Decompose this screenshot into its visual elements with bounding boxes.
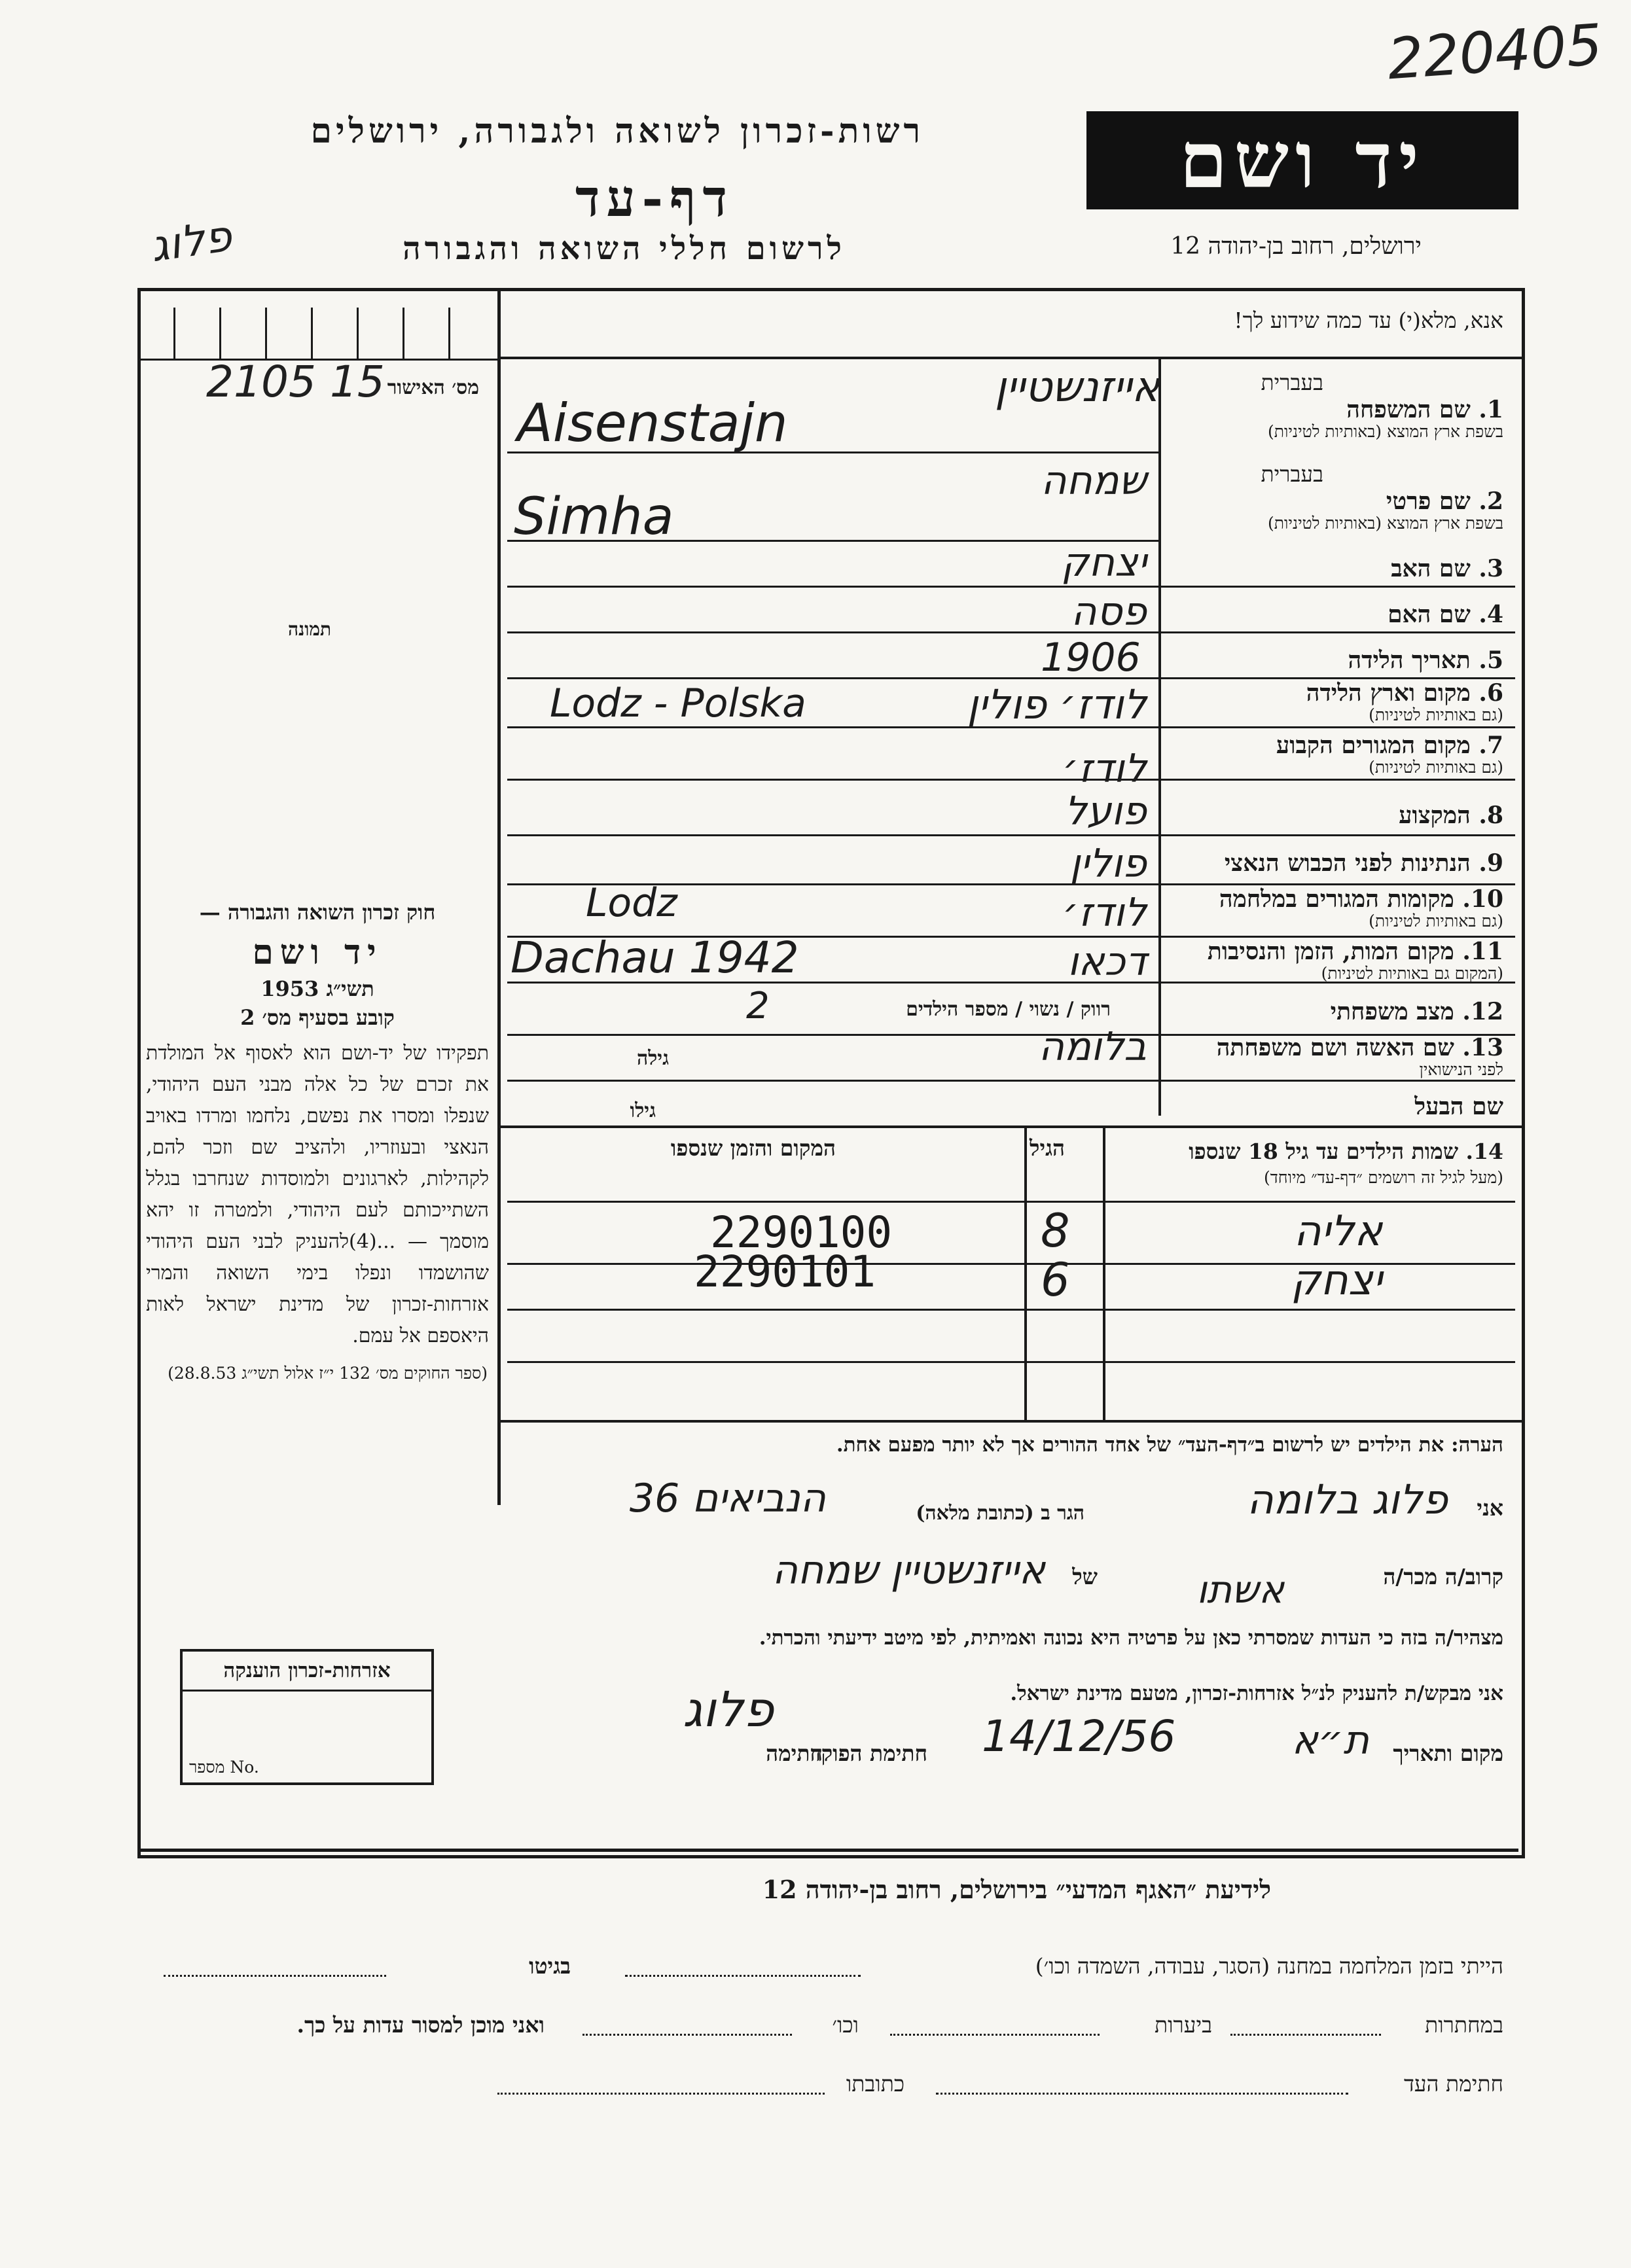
children-row-rule — [507, 1309, 1515, 1311]
children-age-header: הגיל — [1030, 1135, 1065, 1161]
f8-label: 8. המקצוע — [1399, 802, 1503, 829]
law-year: תשי״ג 1953 — [260, 976, 374, 1001]
footer-underground-label: במחתרות — [1425, 2012, 1503, 2038]
f9-value: פולין — [1069, 841, 1147, 887]
law-reference: (ספר החוקים מס׳ 132 י״ז אלול תשי״ג 28.8.53) — [168, 1364, 488, 1383]
f10-latin-value: Lodz — [586, 880, 677, 926]
f6-hebrew-value: לודז׳ פולין — [967, 681, 1147, 728]
row-rule — [507, 779, 1515, 781]
tick-mark — [311, 308, 313, 360]
photo-placeholder-label: תמונה — [288, 618, 332, 640]
institution-address: ירושלים, רחוב בן-יהודה 12 — [1170, 233, 1422, 260]
stamp-number-label: מספר No. — [189, 1758, 259, 1777]
etc-blank[interactable] — [582, 2015, 792, 2036]
signature-label: חתימה — [766, 1741, 823, 1766]
signature-value: פלוג — [683, 1682, 774, 1738]
husband-label: שם הבעל — [1414, 1093, 1503, 1120]
f1-label: 1. שם המשפחה — [1346, 396, 1503, 423]
witness-signature-label: חתימת העד — [1403, 2071, 1503, 2097]
child-record-code: 2290101 — [694, 1247, 876, 1297]
instruction-divider — [501, 357, 1522, 359]
tick-mark — [403, 308, 404, 360]
f10-label: 10. מקומות המגורים במלחמה — [1219, 885, 1503, 913]
child-name: אליה — [1293, 1207, 1382, 1256]
children-place-header: המקום והזמן שנספו — [670, 1135, 836, 1161]
child-record-code: 2290100 — [710, 1207, 893, 1258]
camp-blank[interactable] — [625, 1957, 861, 1977]
approval-number-value: 2105 15 — [206, 357, 385, 407]
footer-ghetto-label: בגיטו — [529, 1953, 571, 1979]
ghetto-blank[interactable] — [164, 1957, 386, 1977]
underground-blank[interactable] — [1230, 2015, 1381, 2036]
children-names-header: 14. שמות הילדים עד גיל 18 שנספו — [1189, 1139, 1503, 1164]
date-value: 14/12/56 — [982, 1711, 1176, 1762]
footer-forests-label: ביערות — [1154, 2012, 1212, 2038]
f7-sublabel: (גם באותיות לטיניות) — [1369, 758, 1503, 777]
f7-value: לודז׳ — [1062, 746, 1147, 792]
of-label: של — [1072, 1564, 1098, 1589]
law-text: תפקידו של יד-ושם הוא לאסוף אל המולדת את זכרם של כל אלה מבני העם היהודי, שנפלו ומסרו את נפשם, נלחמו ומרדו באויב הנאצי ובעוזריו, ולהציב שם וזכר להם, לקהילות, לארגונים ולמוסדות שנחרבו בגלל השתייכותם לעם היהודי, ולמטרה זו יהא מוסמך — ...(4)להעניק לבני העם היהודי שהושמדו ונפלו בימי השואה והמרי אזרחות-זכרון של מדינת ישראל לאות היאספם אל עמם. — [146, 1042, 489, 1347]
f13-value: בלומה — [1038, 1024, 1147, 1070]
f6-label: 6. מקום וארץ הלידה — [1306, 679, 1503, 707]
forests-blank[interactable] — [890, 2015, 1100, 2036]
f9-label: 9. הנתינות לפני הכבוש הנאצי — [1224, 849, 1503, 877]
law-title: חוק זכרון השואה והגבורה — — [199, 900, 436, 925]
law-name: יד ושם — [252, 932, 383, 972]
form-instruction: אנא, מלא(י) עד כמה שידוע לך! — [1234, 308, 1503, 333]
f2-sublabel: בשפת ארץ המוצא (באותיות לטיניות) — [1268, 514, 1503, 533]
husband-age-label: גילו — [630, 1099, 656, 1122]
f5-value: 1906 — [1041, 635, 1141, 681]
witness-signature-blank[interactable] — [936, 2074, 1348, 2095]
footer-title: לידיעת ״האגף המדעי״ בירושלים, רחוב בן-יהודה 12 — [762, 1875, 1271, 1904]
place-value: ת״א — [1291, 1718, 1369, 1763]
tick-mark — [219, 308, 221, 360]
f1-hebrew-value: אייזנשטיין — [994, 363, 1160, 412]
f12-label: 12. מצב משפחתי — [1330, 998, 1503, 1025]
f1-latin-value: Aisenstajn — [517, 393, 788, 453]
f11-hebrew-value: דכאו — [1067, 939, 1147, 985]
row-rule — [507, 1080, 1515, 1082]
f11-latin-value: Dachau 1942 — [511, 932, 799, 983]
institution-name: רשות-זכרון לשואה ולגבורה, ירושלים — [310, 111, 924, 151]
marital-options: רווק / נשוי / מספר הילדים — [906, 998, 1111, 1021]
place-date-label: מקום ותאריך — [1393, 1741, 1503, 1766]
f13-sublabel: לפני הנישואין — [1419, 1060, 1503, 1079]
children-count-value: 2 — [746, 985, 770, 1027]
declaration-statement: מצהיר/ה בזה כי העדות שמסרתי כאן על פרטיה היא נכונה ואמיתית, לפי מיטב ידיעתי והכרתי. — [759, 1626, 1503, 1650]
f6-latin-value: Lodz - Polska — [550, 681, 806, 726]
f4-value: פסה — [1071, 589, 1147, 635]
row-rule — [507, 834, 1515, 836]
f3-value: יצחק — [1061, 540, 1147, 586]
children-table-top-rule — [501, 1125, 1522, 1128]
f13-label: 13. שם האשה ושם משפחתה — [1216, 1034, 1503, 1061]
footer-testimony-label: ואני מוכן למסור עדות על כך. — [296, 2012, 545, 2038]
yad-vashem-logo: יד ושם — [1086, 111, 1518, 209]
child-name: יצחק — [1291, 1256, 1382, 1305]
children-row-rule — [507, 1361, 1515, 1363]
row-rule — [507, 631, 1515, 633]
f10-sublabel: (גם באותיות לטיניות) — [1369, 912, 1503, 930]
stamp-title: אזרחות-זכרון הוענקה — [183, 1652, 431, 1692]
f7-label: 7. מקום המגורים הקבוע — [1276, 732, 1503, 759]
f3-label: 3. שם האב — [1391, 555, 1503, 582]
f6-sublabel: (גם באותיות לטיניות) — [1369, 705, 1503, 724]
form-subtitle: לרשום חללי השואה והגבורה — [403, 230, 846, 267]
children-note: הערה: את הילדים יש לרשום ב״דף-העד״ של אחד ההורים אך לא יותר מפעם אחת. — [836, 1433, 1503, 1457]
declarant-name: פלוג בלומה — [1247, 1476, 1448, 1523]
document-serial-number: 220405 — [1385, 12, 1605, 93]
address-label: הגר ב (כתובת מלאה) — [916, 1502, 1084, 1525]
children-names-subheader: (מעל לגיל זה רושמים ״דף-עד״ מיוחד) — [1264, 1168, 1503, 1187]
relation-label: קרוב/ה מכר/ה — [1383, 1564, 1503, 1589]
witness-address-blank[interactable] — [497, 2074, 825, 2095]
victim-name: אייזנשטיין שמחה — [772, 1548, 1045, 1593]
row-rule — [507, 586, 1515, 588]
approval-number-label: מס׳ האישור — [387, 376, 479, 399]
witness-address-label: כתובתו — [846, 2071, 905, 2097]
tick-mark — [265, 308, 267, 360]
label-divider — [1158, 357, 1161, 1116]
f11-label: 11. מקום המות, הזמן והנסיבות — [1207, 938, 1503, 965]
f5-label: 5. תאריך הלידה — [1348, 647, 1503, 674]
child-age: 8 — [1041, 1204, 1070, 1258]
tick-mark — [173, 308, 175, 360]
law-clause: קובע בסעיף מס׳ 2 — [240, 1005, 395, 1030]
form-title: דף-עד — [575, 169, 734, 228]
children-header-rule — [507, 1201, 1515, 1203]
declarant-prefix: אני — [1477, 1495, 1503, 1521]
f2-latin-value: Simha — [514, 487, 674, 546]
citizenship-request: אני מבקש/ת להעניק לנ״ל אזרחות-זכרון, מטעם מדינת ישראל. — [1010, 1682, 1503, 1705]
tick-mark — [448, 308, 450, 360]
column-divider — [497, 288, 501, 1505]
f2-hebrew-value: שמחה — [1041, 458, 1147, 504]
handwritten-initials: פלוג — [147, 210, 235, 272]
citizenship-stamp-box — [180, 1649, 434, 1785]
tick-mark — [357, 308, 359, 360]
f8-value: פועל — [1064, 788, 1147, 834]
child-age: 6 — [1041, 1253, 1070, 1307]
children-table-bottom-rule — [501, 1420, 1522, 1423]
law-excerpt — [141, 900, 494, 1383]
declarant-address: הנביאים 36 — [629, 1476, 826, 1521]
footer-etc-label: וכו׳ — [832, 2012, 859, 2038]
f4-label: 4. שם האם — [1388, 601, 1503, 628]
f1-sublabel: בשפת ארץ המוצא (באותיות לטיניות) — [1268, 422, 1503, 441]
footer-camp-label: הייתי בזמן המלחמה במחנה (הסגר, עבודה, השמדה וכו׳) — [1035, 1953, 1503, 1979]
f2-hebrew-tag: בעברית — [1261, 461, 1323, 487]
footer-divider — [137, 1849, 1518, 1852]
children-col-divider — [1103, 1125, 1105, 1420]
relation-value: אשתו — [1196, 1567, 1284, 1612]
official-signature-label: חתימת הפוקד — [810, 1741, 927, 1766]
f11-sublabel: (המקום גם באותיות לטיניות) — [1321, 964, 1503, 983]
f2-label: 2. שם פרטי — [1386, 487, 1503, 515]
f1-hebrew-tag: בעברית — [1261, 370, 1323, 395]
wife-age-label: גילה — [636, 1047, 669, 1070]
f10-hebrew-value: לודז׳ — [1062, 890, 1147, 936]
children-col-divider — [1024, 1125, 1027, 1420]
